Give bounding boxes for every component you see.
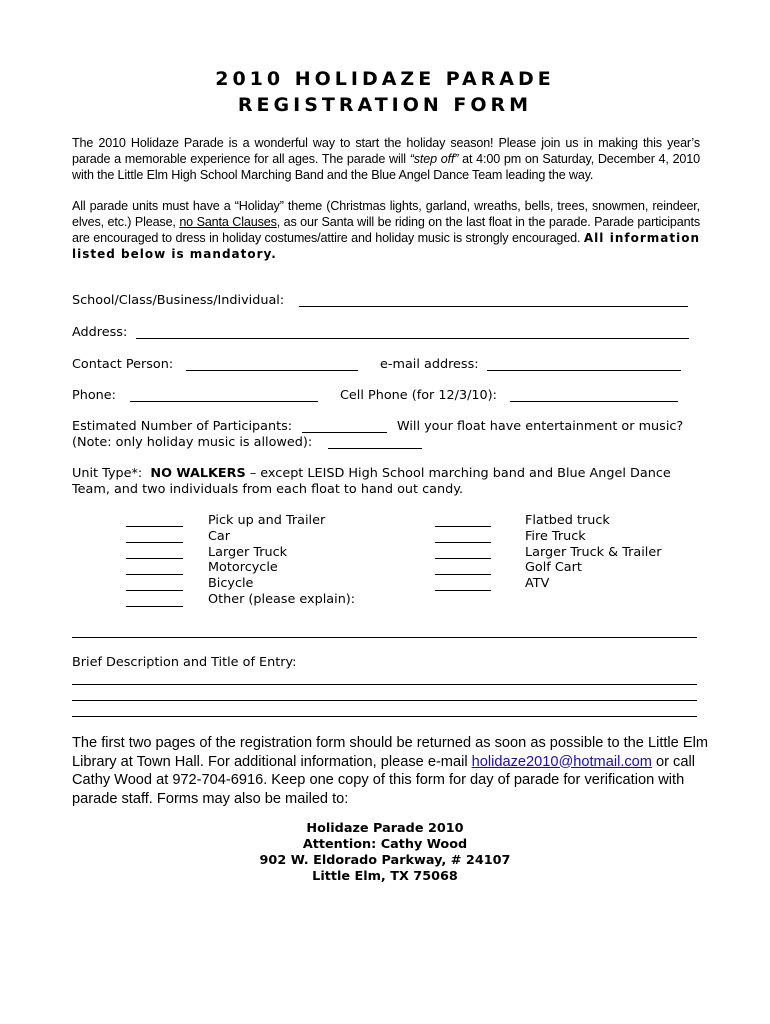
mailing-address [0,821,770,885]
option-checkline[interactable] [435,526,491,527]
option-checkline[interactable] [435,590,491,591]
option-checkline[interactable] [435,574,491,575]
contact-email-link[interactable]: holidaze2010@hotmail.com [471,753,652,770]
option-checkline[interactable] [126,590,183,591]
form-title-line-1: 2010 HOLIDAZE PARADE [215,68,555,90]
no-walkers: NO WALKERS [150,466,246,481]
closing-text-b: or call Cathy Wood at 972-704-6916. Keep one copy of this form for day of parade for verification with parade staff. Forms may also be mailed to: [72,753,695,807]
description-field-line[interactable] [72,700,697,701]
entertainment-label: Will your float have entertainment or music? [397,419,684,434]
option-fire-truck: Fire Truck [525,529,586,544]
intro-p1-step-off: “step off” [409,152,459,166]
option-pickup-trailer: Pick up and Trailer [208,513,326,528]
intro-p2-text-b: , as our Santa will be riding on the last float in the parade. Parade participants are encouraged to dress in holiday costumes/attire and holiday music is strongly encouraged. [72,215,700,245]
intro-p1-text-a: The 2010 Holidaze Parade is a wonderful way to start the holiday season! Please join us in making this year’s parade a memorable experience for all ages. The parade will [72,136,700,166]
cell-field[interactable] [510,401,678,402]
option-larger-truck-trailer: Larger Truck & Trailer [525,545,662,560]
mailing-line-4: Little Elm, TX 75068 [312,869,458,884]
unit-type-line-2: Team, and two individuals from each float to hand out candy. [72,482,464,497]
mailing-line-1: Holidaze Parade 2010 [306,821,464,836]
participants-label: Estimated Number of Participants: [72,419,293,434]
mailing-line-2: Attention: Cathy Wood [302,837,468,852]
unit-type-desc-a: – except LEISD High School marching band and Blue Angel Dance [245,466,671,481]
form-title-line-2: REGISTRATION FORM [237,94,533,116]
intro-paragraph-2 [72,198,700,262]
option-atv: ATV [525,576,550,591]
music-field[interactable] [328,448,422,449]
intro-paragraph-1 [72,135,700,183]
address-field[interactable] [136,338,689,339]
mandatory-notice: All information listed below is mandatory. [72,231,700,261]
school-label: School/Class/Business/Individual: [72,293,285,308]
option-checkline[interactable] [126,542,183,543]
unit-type-label: Unit Type*: [72,466,143,481]
music-note-label: (Note: only holiday music is allowed): [72,435,313,450]
option-larger-truck: Larger Truck [208,545,288,560]
option-checkline[interactable] [126,574,183,575]
contact-label: Contact Person: [72,357,174,372]
option-flatbed-truck: Flatbed truck [525,513,610,528]
unit-type-line-1 [72,466,671,481]
option-motorcycle: Motorcycle [208,560,278,575]
cell-label: Cell Phone (for 12/3/10): [340,388,497,403]
mailing-line-3: 902 W. Eldorado Parkway, # 24107 [259,853,511,868]
intro-p1-text-b: at 4:00 pm on Saturday, December 4, 2010 with the Little Elm High School Marching Band and the Blue Angel Dance Team leading the way. [72,152,700,182]
intro-p2-text-a: All parade units must have a “Holiday” theme (Christmas lights, garland, wreaths, bells, trees, snowmen, reindeer, elves, etc.) Please, [72,199,700,229]
option-checkline[interactable] [126,558,183,559]
school-field[interactable] [299,306,688,307]
participants-field[interactable] [302,432,387,433]
description-field-line[interactable] [72,716,697,717]
email-field[interactable] [487,370,681,371]
contact-field[interactable] [186,370,358,371]
option-golf-cart: Golf Cart [525,560,582,575]
option-bicycle: Bicycle [208,576,254,591]
description-field-line[interactable] [72,684,697,685]
closing-text-a: The first two pages of the registration form should be returned as soon as possible to the Little Elm Library at Town Hall. For additional information, please e-mail [72,735,708,770]
option-checkline[interactable] [126,526,183,527]
other-explain-field[interactable] [72,637,697,638]
phone-label: Phone: [72,388,116,403]
description-label: Brief Description and Title of Entry: [72,655,297,670]
email-label: e-mail address: [380,357,479,372]
address-label: Address: [72,325,128,340]
option-car: Car [208,529,231,544]
no-santa-clauses: no Santa Clauses [179,215,277,229]
option-checkline[interactable] [435,542,491,543]
option-checkline[interactable] [126,606,183,607]
option-other: Other (please explain): [208,592,356,607]
closing-paragraph [72,734,712,808]
option-checkline[interactable] [435,558,491,559]
phone-field[interactable] [130,401,318,402]
